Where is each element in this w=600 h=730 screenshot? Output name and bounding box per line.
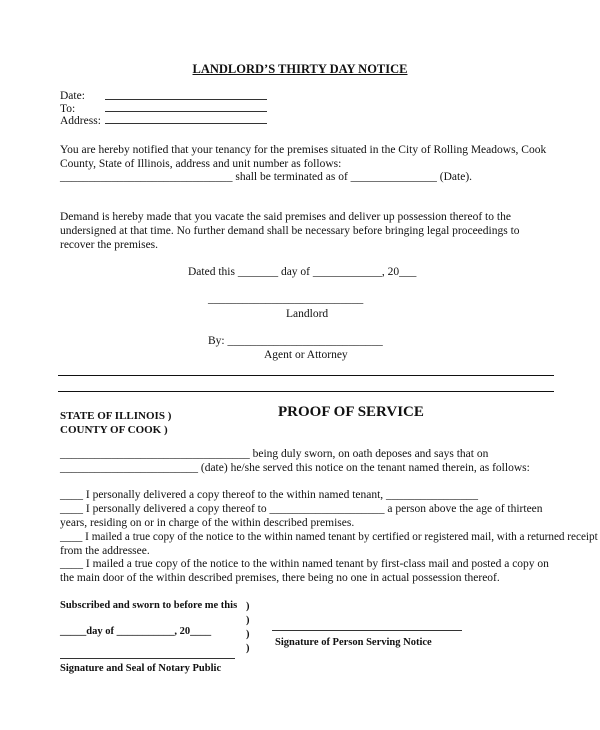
dated-line: Dated this _______ day of ____________, 20___	[188, 266, 417, 278]
option-first-class-line1: ____ I mailed a true copy of the notice to the within named tenant by first-class mail and posted a copy on	[60, 558, 549, 570]
state-line: STATE OF ILLINOIS )	[60, 410, 172, 422]
proof-of-service-title: PROOF OF SERVICE	[278, 404, 424, 420]
proof-line-1: _________________________________ being duly sworn, on oath deposes and says that on	[60, 448, 489, 460]
notary-paren-1: )	[246, 601, 250, 612]
divider-bottom	[58, 391, 554, 392]
address-label: Address:	[60, 115, 101, 127]
notary-paren-2: )	[246, 615, 250, 626]
subscribed-text: Subscribed and sworn to before me this	[60, 600, 238, 611]
page-title: LANDLORD’S THIRTY DAY NOTICE	[192, 62, 408, 76]
option-delivery-other-line2: years, residing on or in charge of the within described premises.	[60, 517, 355, 529]
demand-line-1: Demand is hereby made that you vacate the said premises and deliver up possession thereof to the	[60, 211, 511, 223]
address-field[interactable]	[105, 123, 267, 124]
notary-signature-label: Signature and Seal of Notary Public	[60, 663, 222, 674]
notary-paren-4: )	[246, 643, 250, 654]
proof-line-2: ________________________ (date) he/she served this notice on the tenant named therein, as follows:	[60, 462, 530, 474]
demand-line-2: undersigned at that time. No further demand shall be necessary before bringing legal proceedings to	[60, 225, 520, 237]
notice-line-1: You are hereby notified that your tenancy for the premises situated in the City of Rolling Meadows, Cook	[60, 144, 547, 156]
option-certified-mail-line2: from the addressee.	[60, 545, 150, 557]
to-field[interactable]	[105, 111, 267, 112]
notary-signature-line[interactable]	[60, 658, 235, 659]
option-delivery-other-line1: ____ I personally delivered a copy thereof to ____________________ a person above the age of thirteen	[60, 503, 543, 515]
demand-line-3: recover the premises.	[60, 239, 159, 251]
option-first-class-line2: the main door of the within described premises, there being no one in actual possession thereof.	[60, 572, 500, 584]
date-field[interactable]	[105, 99, 267, 100]
landlord-signature-line: ___________________________	[208, 293, 364, 305]
landlord-label: Landlord	[286, 308, 329, 320]
server-signature-line[interactable]	[272, 630, 462, 631]
notice-line-2: County, State of Illinois, address and unit number as follows:	[60, 158, 342, 170]
agent-label: Agent or Attorney	[264, 349, 348, 361]
notice-line-3: ______________________________ shall be terminated as of _______________ (Date).	[60, 171, 473, 183]
divider-top	[58, 375, 554, 376]
by-line: By: ___________________________	[208, 335, 383, 347]
notary-day-line: _____day of ___________, 20____	[60, 626, 212, 637]
to-label: To:	[60, 103, 76, 115]
option-certified-mail-line1: ____ I mailed a true copy of the notice to the within named tenant by certified or registered mail, with a returned receipt	[60, 531, 598, 543]
notary-paren-3: )	[246, 629, 250, 640]
date-label: Date:	[60, 90, 85, 102]
server-signature-label: Signature of Person Serving Notice	[275, 637, 432, 648]
option-personal-delivery: ____ I personally delivered a copy thereof to the within named tenant, ________________	[60, 489, 479, 501]
county-line: COUNTY OF COOK )	[60, 424, 168, 436]
